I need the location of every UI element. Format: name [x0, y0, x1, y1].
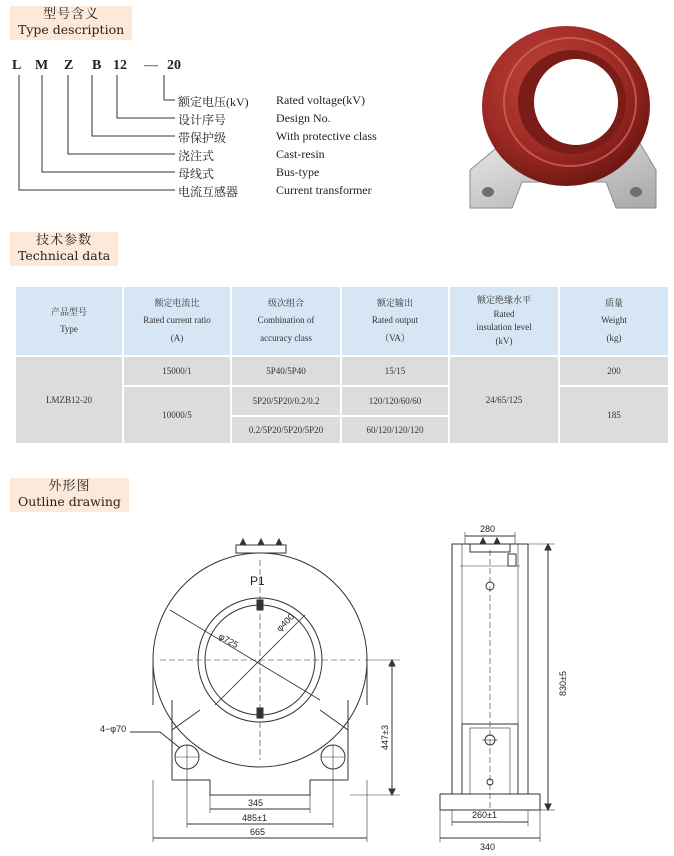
height-447-label: 447±3 — [380, 725, 390, 750]
side-width-260-label: 260±1 — [472, 810, 497, 820]
p1-label: P1 — [250, 574, 265, 588]
cell-type: LMZB12-20 — [15, 356, 123, 444]
cell-output: 60/120/120/120 — [341, 416, 449, 444]
header-current-ratio: 额定电流比 Rated current ratio (A) — [123, 286, 231, 356]
code-number-20: 20 — [167, 58, 181, 73]
width-485-label: 485±1 — [242, 813, 267, 823]
table-row — [15, 356, 669, 386]
technical-data-title-zh: 技术参数 — [36, 233, 93, 248]
outline-drawing-title-zh: 外形图 — [48, 479, 91, 494]
technical-data-table — [14, 285, 670, 445]
code-number-12: 12 — [113, 58, 127, 73]
cell-combo: 5P20/5P20/0.2/0.2 — [231, 386, 341, 416]
header-insulation-level: 额定绝缘水平 Rated insulation level (kV) — [449, 286, 559, 356]
cell-ratio: 15000/1 — [123, 356, 231, 386]
width-345-label: 345 — [248, 798, 264, 808]
outer-diameter-label: φ725 — [217, 631, 241, 651]
cell-combo: 5P40/5P40 — [231, 356, 341, 386]
header-weight: 质量 Weight (kg) — [559, 286, 669, 356]
side-width-280-label: 280 — [480, 524, 496, 534]
type-description-title-en: Type description — [18, 21, 125, 37]
cell-ratio: 10000/5 — [123, 386, 231, 444]
technical-data-title-en: Technical data — [18, 247, 111, 263]
inner-diameter-label: φ400 — [274, 611, 297, 634]
code-letter-l: L — [12, 58, 22, 73]
holes-label: 4−φ70 — [100, 724, 127, 734]
outline-drawing-header — [10, 478, 129, 512]
header-rated-output: 额定输出 Rated output （VA） — [341, 286, 449, 356]
cell-weight: 200 — [559, 356, 669, 386]
table-header-row — [15, 286, 669, 356]
side-view-drawing — [430, 520, 580, 850]
width-665-label: 665 — [250, 827, 266, 837]
front-view-drawing — [100, 530, 410, 850]
header-accuracy-class: 级次组合 Combination of accuracy class — [231, 286, 341, 356]
product-photo — [466, 22, 662, 214]
cell-output: 120/120/60/60 — [341, 386, 449, 416]
technical-data-header — [10, 232, 118, 266]
cell-combo: 0.2/5P20/5P20/5P20 — [231, 416, 341, 444]
outline-drawing-title-en: Outline drawing — [18, 493, 121, 509]
type-code-leader-lines — [0, 0, 180, 200]
code-letter-m: M — [35, 58, 49, 73]
type-description-title-zh: 型号含义 — [43, 7, 100, 22]
code-letter-b: B — [92, 58, 102, 73]
header-type: 产品型号 Type — [15, 286, 123, 356]
code-dash: — — [144, 58, 158, 73]
cell-weight: 185 — [559, 386, 669, 444]
cell-output: 15/15 — [341, 356, 449, 386]
side-width-340-label: 340 — [480, 842, 496, 850]
cell-insulation: 24/65/125 — [449, 356, 559, 444]
side-height-830-label: 830±5 — [558, 671, 568, 696]
code-letter-z: Z — [64, 58, 74, 73]
